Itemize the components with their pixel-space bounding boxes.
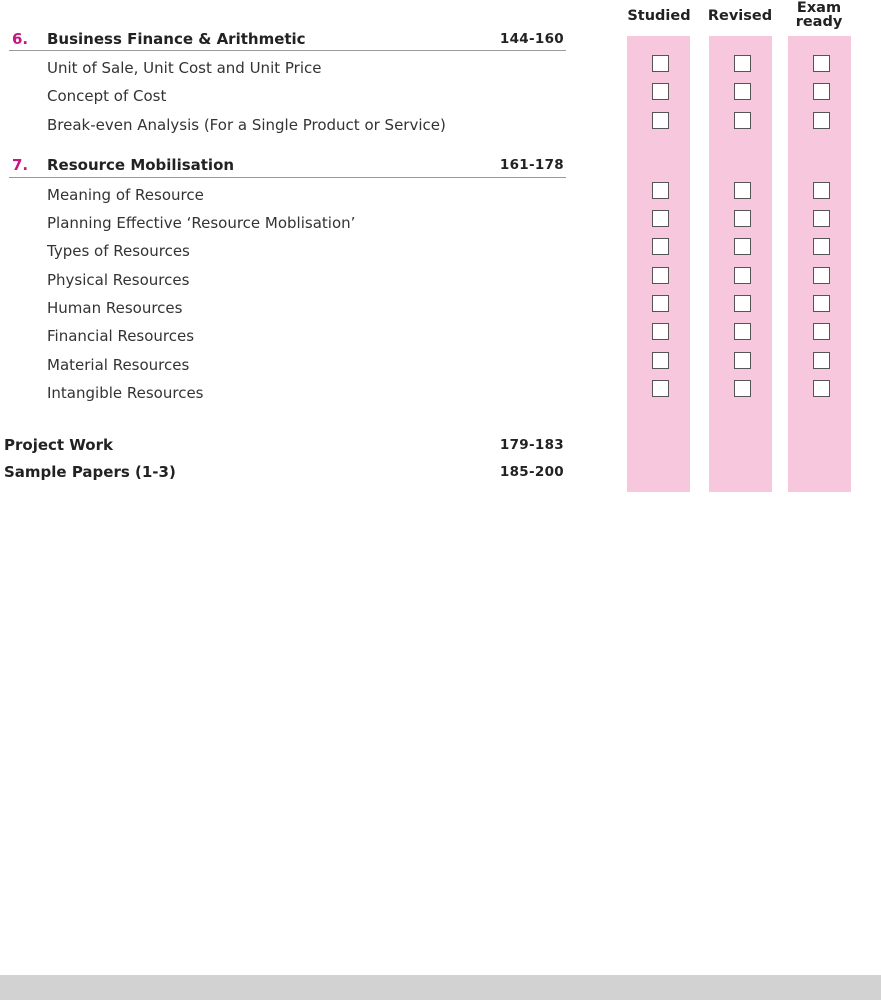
unit-number: 7. [12,156,29,174]
sample-papers-row [0,462,570,482]
exam-ready-header-line-2: ready [795,14,843,30]
exam-ready-checkbox[interactable] [813,182,830,199]
topic-item: Material Resources [47,356,190,374]
revised-checkbox[interactable] [734,55,751,72]
revised-checkbox[interactable] [734,352,751,369]
revised-column [709,36,772,492]
unit-divider [9,50,566,51]
studied-checkbox[interactable] [652,323,669,340]
exam-ready-checkbox[interactable] [813,295,830,312]
unit-pages: 161-178 [499,157,564,173]
exam-ready-checkbox[interactable] [813,55,830,72]
exam-ready-checkbox[interactable] [813,238,830,255]
studied-checkbox[interactable] [652,182,669,199]
exam-ready-checkbox[interactable] [813,323,830,340]
revised-header-line: Revised [707,8,773,24]
topic-item: Financial Resources [47,327,195,345]
extra-pages: 179-183 [499,437,564,453]
studied-checkbox[interactable] [652,238,669,255]
studied-checkbox[interactable] [652,380,669,397]
topic-item: Intangible Resources [47,384,204,402]
exam-ready-header-line-1: Exam [796,0,842,16]
exam-ready-checkbox[interactable] [813,380,830,397]
exam-ready-checkbox[interactable] [813,267,830,284]
revised-checkbox[interactable] [734,112,751,129]
studied-column [627,36,690,492]
studied-checkbox[interactable] [652,112,669,129]
topic-item: Unit of Sale, Unit Cost and Unit Price [47,59,322,77]
revised-checkbox[interactable] [734,295,751,312]
project-work-row [0,435,570,455]
unit-heading [0,28,570,50]
exam-ready-checkbox[interactable] [813,210,830,227]
topic-item: Human Resources [47,299,183,317]
footer-bar [0,975,881,1000]
topic-item: Break-even Analysis (For a Single Product or Service) [47,116,446,134]
revised-checkbox[interactable] [734,210,751,227]
studied-header-line: Studied [627,8,691,24]
exam-ready-checkbox[interactable] [813,352,830,369]
studied-checkbox[interactable] [652,295,669,312]
revised-header [695,9,785,23]
revised-checkbox[interactable] [734,267,751,284]
unit-title: Business Finance & Arithmetic [47,30,306,48]
revised-checkbox[interactable] [734,380,751,397]
studied-checkbox[interactable] [652,55,669,72]
studied-checkbox[interactable] [652,83,669,100]
unit-pages: 144-160 [499,31,564,47]
studied-checkbox[interactable] [652,210,669,227]
unit-divider [9,177,566,178]
revised-checkbox[interactable] [734,83,751,100]
exam-ready-header [774,1,864,29]
exam-ready-column [788,36,851,492]
exam-ready-checkbox[interactable] [813,83,830,100]
studied-checkbox[interactable] [652,267,669,284]
revised-checkbox[interactable] [734,323,751,340]
extra-pages: 185-200 [499,464,564,480]
unit-number: 6. [12,30,29,48]
exam-ready-checkbox[interactable] [813,112,830,129]
studied-checkbox[interactable] [652,352,669,369]
topic-item: Planning Effective ‘Resource Moblisation’ [47,214,356,232]
topic-item: Meaning of Resource [47,186,204,204]
topic-item: Types of Resources [47,242,190,260]
extra-title: Sample Papers (1-3) [4,463,176,481]
extra-title: Project Work [4,436,113,454]
topic-item: Physical Resources [47,271,190,289]
revised-checkbox[interactable] [734,182,751,199]
topic-item: Concept of Cost [47,87,167,105]
studied-header [614,9,704,23]
unit-heading [0,154,570,176]
unit-title: Resource Mobilisation [47,156,235,174]
revised-checkbox[interactable] [734,238,751,255]
